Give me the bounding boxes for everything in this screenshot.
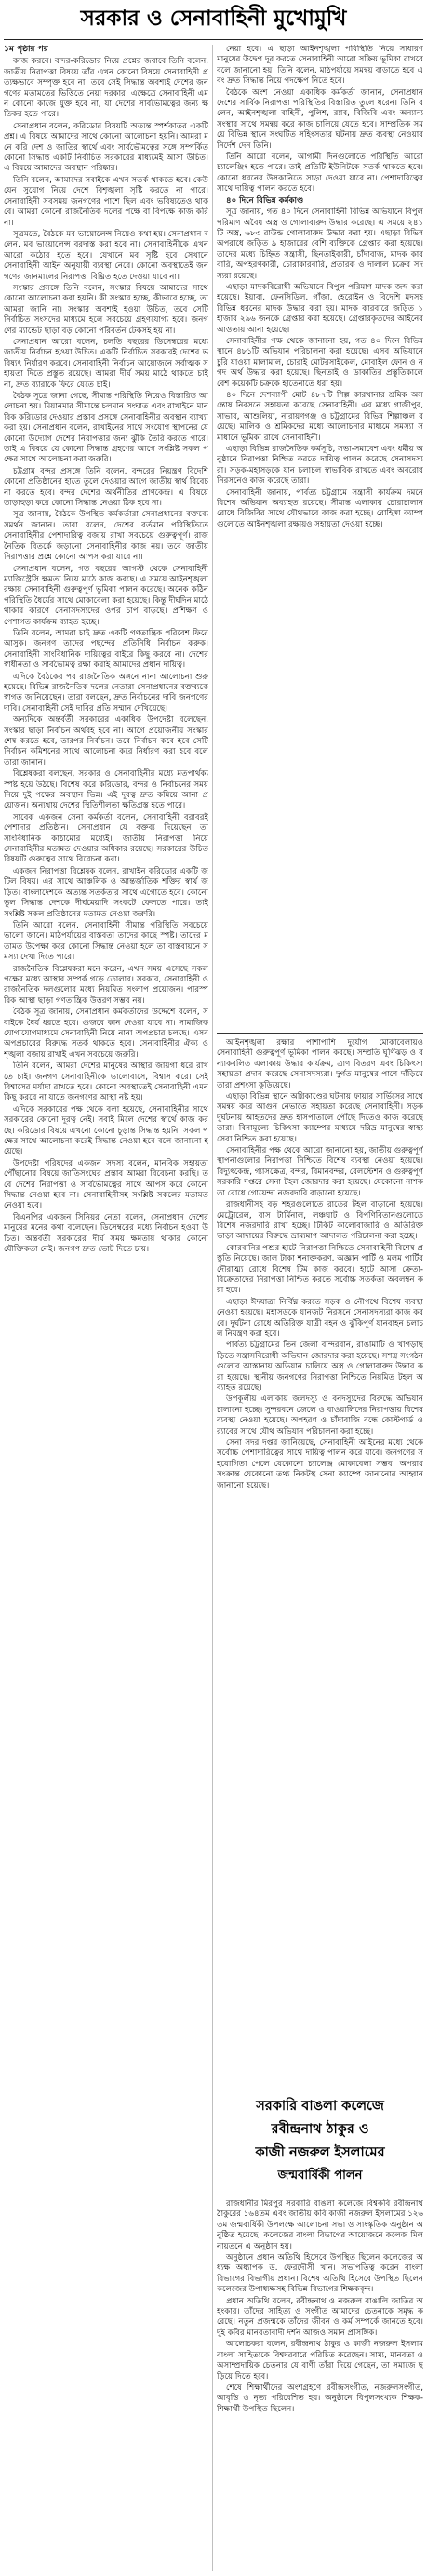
right-paragraph: সেনাবাহিনী জানায়, পার্বত্য চট্টগ্রামে সন্ত্রাসী কার্যক্রম দমনে বিশেষ অভিযান অব্যাহত রয়েছে। সীমান্ত এলাকায় চোরাচালান রোধে বিজিবির সাথে যৌথভাবে কাজ করা হচ্ছে। রোহিঙ্গা ক্যাম্পগুলোতে আইনশৃঙ্খলা রক্ষায়ও সহায়তা দেওয়া হচ্ছে। (217, 487, 423, 529)
left-paragraph: সাবেক একজন সেনা কর্মকর্তা বলেন, সেনাবাহিনী বরাবরই পেশাদার প্রতিষ্ঠান। সেনাপ্রধান যে বক্তব্য দিয়েছেন তা সাংবিধানিক কাঠামোর মধ্যেই। জাতীয় নিরাপত্তা নিয়ে সেনাবাহিনীর মতামত দেওয়ার অধিকার রয়েছে। সরকারের উচিত বিষয়টি গুরুত্বের সাথে বিবেচনা করা। (4, 812, 208, 865)
right-paragraph: পার্বত্য চট্টগ্রামের তিন জেলা বান্দরবান, রাঙামাটি ও খাগড়াছড়িতে সন্ত্রাসবিরোধী অভিযান জোরদার করা হয়েছে। সশস্ত্র সংগঠনগুলোর আস্তানায় অভিযান চালিয়ে অস্ত্র ও গোলাবারুদ উদ্ধার করা হয়েছে। স্থানীয় জনগণের নিরাপত্তা নিশ্চিতে নিয়মিত টহল অব্যাহত রয়েছে। (217, 1341, 423, 1393)
left-paragraph: উপদেষ্টা পরিষদের একজন সদস্য বলেন, মানবিক সহায়তা পৌঁছানোর বিষয়ে জাতিসংঘের প্রস্তাব আমরা বিবেচনা করছি। তবে দেশের নিরাপত্তা ও সার্বভৌমত্বের সাথে আপস করে কোনো সিদ্ধান্ত নেওয়া হবে না। সেনাবাহিনীসহ সংশ্লিষ্ট সকলের মতামত নেওয়া হবে। (4, 1158, 208, 1211)
continued-from-label: ১ম পৃষ্ঠার পর (4, 45, 48, 54)
left-paragraph: এদিকে বৈঠকের পর রাজনৈতিক অঙ্গনে নানা আলোচনা শুরু হয়েছে। বিভিন্ন রাজনৈতিক দলের নেতারা সেনাপ্রধানের বক্তব্যকে স্বাগত জানিয়েছেন। তারা বলছেন, দ্রুত নির্বাচনের দাবি জনগণের দাবি। সেনাবাহিনী সেই দাবির প্রতি সম্মান দেখিয়েছে। (4, 672, 208, 714)
section-rule (217, 1033, 423, 1034)
left-paragraph: একজন নিরাপত্তা বিশ্লেষক বলেন, রাখাইন করিডোর একটি জটিল বিষয়। এর সাথে আঞ্চলিক ও আন্তর্জাতিক শক্তির স্বার্থ জড়িত। বাংলাদেশকে অত্যন্ত সতর্কতার সাথে এগোতে হবে। কোনো ভুল সিদ্ধান্ত দেশকে দীর্ঘমেয়াদি সংকটে ফেলতে পারে। তাই সংশ্লিষ্ট সকল প্রতিষ্ঠানের মতামত নেওয়া জরুরি। (4, 866, 208, 919)
left-paragraph: তিনি বলেন, আমরা চাই দ্রুত একটি গণতান্ত্রিক পরিবেশ ফিরে আসুক। জনগণ তাদের পছন্দের প্রতিনিধি নির্বাচন করুক। সেনাবাহিনী সাংবিধানিক দায়িত্বের বাইরে কিছু করবে না। দেশের স্বাধীনতা ও সার্বভৌমত্ব রক্ষা করাই আমাদের প্রধান দায়িত্ব। (4, 628, 208, 671)
left-paragraph: সেনাপ্রধান আরো বলেন, চলতি বছরের ডিসেম্বরের মধ্যে জাতীয় নির্বাচন হওয়া উচিত। একটি নির্বাচিত সরকারই দেশের ভবিষ্যৎ নির্ধারণ করবে। সেনাবাহিনী নির্বাচন আয়োজনে সর্বাত্মক সহায়তা দিতে প্রস্তুত রয়েছে। আমরা দীর্ঘ সময় মাঠে থাকতে চাই না, দ্রুত ব্যারাকে ফিরে যেতে চাই। (4, 337, 208, 390)
story-paragraph: আলোচকরা বলেন, রবীন্দ্রনাথ ঠাকুর ও কাজী নজরুল ইসলাম বাংলা সাহিত্যকে বিশ্বদরবারে পরিচিত করেছেন। সাম্য, মানবতা ও অসাম্প্রদায়িক চেতনার যে বাণী তাঁরা দিয়ে গেছেন, তা সমাজে ছড়িয়ে দিতে হবে। (217, 2340, 423, 2382)
second-story-headline-line: সরকারি বাঙলা কলেজে (256, 2099, 384, 2114)
headline-rule (4, 39, 423, 40)
left-paragraph: সূত্র জানায়, বৈঠকে উপস্থিত কর্মকর্তারা সেনাপ্রধানের বক্তব্যে সমর্থন জানান। তারা বলেন, দেশের বর্তমান পরিস্থিতিতে সেনাবাহিনীর পেশাদারিত্ব বজায় রাখা সবচেয়ে গুরুত্বপূর্ণ। রাজনৈতিক বিতর্কে জড়ানো সেনাবাহিনীর কাজ নয়। তবে জাতীয় নিরাপত্তার প্রশ্নে কোনো আপস করা যাবে না। (4, 510, 208, 563)
right-paragraph: রাজধানীসহ বড় শহরগুলোতে রাতের টহল বাড়ানো হয়েছে। মেট্রোরেল, বাস টার্মিনাল, লঞ্চঘাট ও বিপণিবিতানগুলোতে বিশেষ নজরদারি রাখা হচ্ছে। টিকিট কালোবাজারি ও অতিরিক্ত ভাড়া আদায়ের বিরুদ্ধে ভ্রাম্যমাণ আদালত পরিচালনা করা হচ্ছে। (217, 1200, 423, 1242)
second-story-headline (217, 2095, 423, 2197)
left-paragraph: বৈঠক সূত্রে জানা গেছে, সীমান্ত পরিস্থিতি নিয়েও বিস্তারিত আলোচনা হয়। মিয়ানমার সীমান্তে চলমান সংঘাত এবং রাখাইনে মানবিক করিডোর দেওয়ার প্রস্তাব প্রসঙ্গে সেনাবাহিনীর অবস্থান ব্যাখ্যা করা হয়। সেনাপ্রধান বলেন, রাখাইনের সাথে সংযোগ স্থাপনের যে কোনো উদ্যোগ দেশের নিরাপত্তার জন্য ঝুঁকি তৈরি করতে পারে। তাই এ বিষয়ে যে কোনো সিদ্ধান্ত গ্রহণের আগে সংশ্লিষ্ট সকল পক্ষের সাথে আলোচনা করা জরুরি। (4, 392, 208, 465)
right-paragraph: সেনা সদর দপ্তর জানিয়েছে, সেনাবাহিনী আইনের মধ্যে থেকে সর্বোচ্চ পেশাদারিত্বের সাথে দায়িত্ব পালন করে যাবে। জনগণের সহযোগিতা পেলে যেকোনো চ্যালেঞ্জ মোকাবেলা সম্ভব। অপরাধ সংক্রান্ত যেকোনো তথ্য নিকটস্থ সেনা ক্যাম্পে জানানোর আহ্বান জানানো হয়েছে। (217, 1438, 423, 1490)
left-paragraph: রাজনৈতিক বিশ্লেষকরা মনে করেন, এখন সময় এসেছে সকল পক্ষের মধ্যে আস্থার সম্পর্ক গড়ে তোলার। সরকার, সেনাবাহিনী ও রাজনৈতিক দলগুলোর মধ্যে নিয়মিত সংলাপ প্রয়োজন। পারস্পরিক আস্থা ছাড়া গণতান্ত্রিক উত্তরণ সম্ভব নয়। (4, 964, 208, 1006)
right-paragraph: আইনশৃঙ্খলা রক্ষার পাশাপাশি দুর্যোগ মোকাবেলায়ও সেনাবাহিনী গুরুত্বপূর্ণ ভূমিকা পালন করছে। সম্প্রতি ঘূর্ণিঝড় ও বন্যাকবলিত এলাকায় উদ্ধার কার্যক্রম, ত্রাণ বিতরণ এবং চিকিৎসা সহায়তা প্রদান করেছে সেনাসদস্যরা। দুর্গত মানুষের পাশে দাঁড়িয়ে তারা প্রশংসা কুড়িয়েছে। (217, 1038, 423, 1090)
right-paragraph: কোরবানির পশুর হাটে নিরাপত্তা নিশ্চিতে সেনাবাহিনী বিশেষ প্রস্তুতি নিয়েছে। জাল টাকা শনাক্তকরণ, অজ্ঞান পার্টি ও মলম পার্টির দৌরাত্ম্য রোধে বিশেষ টিম কাজ করবে। হাটে আসা ক্রেতা-বিক্রেতাদের নিরাপত্তা নিশ্চিত করতে সর্বোচ্চ সতর্কতা অবলম্বন করা হবে। (217, 1243, 423, 1296)
left-paragraph: বিশ্লেষকরা বলছেন, সরকার ও সেনাবাহিনীর মধ্যে মতপার্থক্য স্পষ্ট হয়ে উঠছে। বিশেষ করে করিডোর, বন্দর ও নির্বাচনের সময় নিয়ে দুই পক্ষের অবস্থান ভিন্ন। এই দূরত্ব দ্রুত কমিয়ে আনা প্রয়োজন। অন্যথায় দেশের স্থিতিশীলতা ক্ষতিগ্রস্ত হতে পারে। (4, 769, 208, 811)
second-story-headline-line: কাজী নজরুল ইসলামের (255, 2145, 385, 2160)
story-paragraph: রাজধানীর মিরপুর সরকারি বাঙলা কলেজে বিশ্বকবি রবীন্দ্রনাথ ঠাকুরের ১৬৪তম এবং জাতীয় কবি কাজী নজরুল ইসলামের ১২৬তম জন্মবার্ষিকী উপলক্ষে আলোচনা সভা ও সাংস্কৃতিক অনুষ্ঠান অনুষ্ঠিত হয়েছে। কলেজের বাংলা বিভাগের আয়োজনে কলেজ মিলনায়তনে এ অনুষ্ঠান হয়। (217, 2199, 423, 2251)
right-paragraph: ৪০ দিনে দেশব্যাপী মোট ৪৮৭টি শিল্প কারখানার শ্রমিক অসন্তোষ নিরসনে সহায়তা করেছে সেনাবাহিনী। এর মধ্যে গাজীপুর, সাভার, আশুলিয়া, নারায়ণগঞ্জ ও চট্টগ্রামের বিভিন্ন শিল্পাঞ্চল রয়েছে। মালিক ও শ্রমিকদের মধ্যে আলোচনার মাধ্যমে সমস্যা সমাধানে ভূমিকা রাখে সেনাবাহিনী। (217, 391, 423, 443)
column-divider (212, 45, 213, 2571)
right-paragraph: এছাড়া বিভিন্ন রাজনৈতিক কর্মসূচি, সভা-সমাবেশ এবং ধর্মীয় অনুষ্ঠানে নিরাপত্তা নিশ্চিত করতে দায়িত্ব পালন করেছে সেনাসদস্যরা। সড়ক-মহাসড়কে যান চলাচল স্বাভাবিক রাখতে এবং অবরোধ নিরসনেও কাজ করেছে তারা। (217, 445, 423, 487)
left-paragraph: তিনি বলেন, আমাদের সবাইকে এখন সতর্ক থাকতে হবে। কেউ যেন সুযোগ নিয়ে দেশে বিশৃঙ্খলা সৃষ্টি করতে না পারে। সেনাবাহিনী সবসময় জনগণের পাশে ছিল এবং ভবিষ্যতেও থাকবে। আমরা কোনো রাজনৈতিক দলের পক্ষে বা বিপক্ষে কাজ করি না। (4, 175, 208, 228)
second-story-headline-line: জন্মবার্ষিকী পালন (277, 2169, 363, 2182)
left-paragraph: সেনাপ্রধান বলেন, করিডোর বিষয়টি অত্যন্ত স্পর্শকাতর একটি প্রশ্ন। এ বিষয়ে আমাদের সাথে কোনো আলোচনা হয়নি। আমরা মনে করি দেশ ও জাতির স্বার্থে এবং সার্বভৌমত্বের সঙ্গে সম্পর্কিত কোনো সিদ্ধান্ত একটি নির্বাচিত সরকারের মাধ্যমেই আসা উচিত। এ বিষয়ে আমাদের অবস্থান পরিষ্কার। (4, 121, 208, 174)
right-paragraph: সেনাবাহিনীর পক্ষ থেকে আরো জানানো হয়, জাতীয় গুরুত্বপূর্ণ স্থাপনাগুলোর নিরাপত্তা নিশ্চিতে বিশেষ ব্যবস্থা নেওয়া হয়েছে। বিদ্যুৎকেন্দ্র, গ্যাসক্ষেত্র, বন্দর, বিমানবন্দর, রেলস্টেশন ও গুরুত্বপূর্ণ সরকারি দপ্তরে সেনা টহল জোরদার করা হয়েছে। যেকোনো নাশকতা রোধে গোয়েন্দা নজরদারি বাড়ানো হয়েছে। (217, 1146, 423, 1198)
section-subhead: ৪০ দিনে বিভিন্ন কর্মকাণ্ড (226, 195, 304, 206)
right-paragraph: এছাড়া ঈদযাত্রা নির্বিঘ্ন করতে সড়ক ও নৌপথে বিশেষ ব্যবস্থা নেওয়া হয়েছে। মহাসড়কে যানজট নিরসনে সেনাসদস্যরা কাজ করবে। দুর্ঘটনা রোধে অতিরিক্ত যাত্রী বহন ও ঝুঁকিপূর্ণ যানবাহন চলাচল নিয়ন্ত্রণ করা হবে। (217, 1297, 423, 1339)
right-column-middle (217, 1038, 423, 2084)
right-paragraph: এছাড়া মাদকবিরোধী অভিযানে বিপুল পরিমাণ মাদক জব্দ করা হয়েছে। ইয়াবা, ফেনসিডিল, গাঁজা, হেরোইন ও বিদেশি মদসহ বিভিন্ন ধরনের মাদক উদ্ধার করা হয়। মাদক কারবারে জড়িত ১ হাজার ২৯৬ জনকে গ্রেপ্তার করা হয়েছে। গ্রেপ্তারকৃতদের আইনের আওতায় আনা হয়েছে। (217, 282, 423, 335)
left-paragraph: বৈঠক সূত্র জানায়, সেনাপ্রধান কর্মকর্তাদের উদ্দেশে বলেন, সবাইকে ধৈর্য ধরতে হবে। গুজবে কান দেওয়া যাবে না। সামাজিক যোগাযোগমাধ্যমে সেনাবাহিনী নিয়ে নানা অপপ্রচার চলছে। এসব অপপ্রচারের বিরুদ্ধে সতর্ক থাকতে হবে। সেনাবাহিনীর ঐক্য ও শৃঙ্খলা বজায় রাখাই এখন সবচেয়ে জরুরি। (4, 1008, 208, 1060)
right-paragraph: সেনাবাহিনীর পক্ষ থেকে জানানো হয়, গত ৪০ দিনে বিভিন্ন স্থানে ৪৮১টি অভিযান পরিচালনা করা হয়েছে। এসব অভিযানে চুরি যাওয়া মালামাল, চোরাই মোটরসাইকেল, মোবাইল ফোন ও নগদ অর্থ উদ্ধার করা হয়েছে। ছিনতাই ও ডাকাতির প্রস্তুতিকালে বেশ কয়েকটি চক্রকে হাতেনাতে ধরা হয়। (217, 336, 423, 389)
left-paragraph: সংস্কার প্রসঙ্গে তিনি বলেন, সংস্কার বিষয়ে আমাদের সাথে কোনো আলোচনা করা হয়নি। কী সংস্কার হচ্ছে, কীভাবে হচ্ছে, তা আমরা জানি না। সংস্কার অবশ্যই হওয়া উচিত, তবে সেটি নির্বাচিত সংসদের মাধ্যমে হলে সবচেয়ে গ্রহণযোগ্য হবে। জনগণের ম্যান্ডেট ছাড়া বড় কোনো পরিবর্তন টেকসই হয় না। (4, 283, 208, 336)
right-paragraph: উপকূলীয় এলাকায় জলদস্যু ও বনদস্যুদের বিরুদ্ধে অভিযান চালানো হচ্ছে। সুন্দরবনে জেলে ও বাওয়ালিদের নিরাপত্তায় বিশেষ ব্যবস্থা নেওয়া হয়েছে। অপহরণ ও চাঁদাবাজি বন্ধে কোস্টগার্ড ও র‍্যাবের সাথে যৌথ অভিযান পরিচালনা করা হচ্ছে। (217, 1395, 423, 1436)
right-paragraph: নেয়া হবে। এ ছাড়া আইনশৃঙ্খলা পরিস্থিতি নিয়ে সাধারণ মানুষের উদ্বেগ দূর করতে সেনাবাহিনী আরো সক্রিয় ভূমিকা রাখবে বলে জানানো হয়। তিনি বলেন, মাঠপর্যায়ে সমন্বয় বাড়াতে হবে এবং দ্রুত সিদ্ধান্ত নিয়ে পদক্ষেপ নিতে হবে। (217, 45, 423, 87)
left-paragraph: চট্টগ্রাম বন্দর প্রসঙ্গে তিনি বলেন, বন্দরের নিয়ন্ত্রণ বিদেশি কোনো প্রতিষ্ঠানের হাতে তুলে দেওয়ার আগে জাতীয় স্বার্থ বিবেচনা করতে হবে। বন্দর দেশের অর্থনীতির প্রাণকেন্দ্র। এ বিষয়ে তাড়াহুড়া করে কোনো সিদ্ধান্ত নেওয়া ঠিক হবে না। (4, 466, 208, 509)
left-paragraph: কাজ করবে। বন্দর-করিডোর নিয়ে প্রশ্নের জবাবে তিনি বলেন, জাতীয় নিরাপত্তা বিষয়ে তাঁর এখন কোনো বিষয়ে সেনাবাহিনী প্রত্যক্ষভাবে সম্পৃক্ত হবে না। তবে সেই সিদ্ধান্ত অবশ্যই দেশের জনগণের মতামতের ভিত্তিতে নেয়া দরকার। এক্ষেত্রে সেনাবাহিনী এমন কোনো কাজে যুক্ত হবে না, যা দেশের সার্বভৌমত্বের জন্য ক্ষতিকর হতে পারে। (4, 57, 208, 120)
left-paragraph: সূত্রমতে, বৈঠকে মব ভায়োলেন্স নিয়েও কথা হয়। সেনাপ্রধান বলেন, মব ভায়োলেন্স বরদাস্ত করা হবে না। সেনাবাহিনীকে এখন আরো কঠোর হতে হবে। যেখানে মব সৃষ্টি হবে সেখানে সেনাবাহিনী আইন অনুযায়ী ব্যবস্থা নেবে। কোনো অবস্থাতেই জনগণের জানমালের নিরাপত্তা বিঘ্নিত হতে দেওয়া যাবে না। (4, 229, 208, 282)
story-paragraph: অনুষ্ঠানে প্রধান অতিথি হিসেবে উপস্থিত ছিলেন কলেজের অধ্যক্ষ অধ্যাপক ড. ফেরদৌসী খান। সভাপতিত্ব করেন বাংলা বিভাগের বিভাগীয় প্রধান। বিশেষ অতিথি হিসেবে উপস্থিত ছিলেন কলেজের উপাধ্যক্ষসহ বিভিন্ন বিভাগের শিক্ষকবৃন্দ। (217, 2253, 423, 2295)
left-paragraph: বিএনপির একজন সিনিয়র নেতা বলেন, সেনাপ্রধান দেশের মানুষের মনের কথা বলেছেন। ডিসেম্বরের মধ্যে নির্বাচন হওয়া উচিত। অন্তর্বর্তী সরকারের দীর্ঘ সময় ক্ষমতায় থাকার কোনো যৌক্তিকতা নেই। জনগণ দ্রুত ভোট দিতে চায়। (4, 1212, 208, 1255)
right-paragraph: সূত্র জানায়, গত ৪০ দিনে সেনাবাহিনী বিভিন্ন অভিযানে বিপুল পরিমাণ অবৈধ অস্ত্র ও গোলাবারুদ উদ্ধার করেছে। এ সময়ে ২৪১টি অস্ত্র, ৬৮৩ রাউন্ড গোলাবারুদ উদ্ধার করা হয়। এছাড়া বিভিন্ন অপরাধে জড়িত ৯ হাজারের বেশি ব্যক্তিকে গ্রেপ্তার করা হয়েছে। তাদের মধ্যে চিহ্নিত সন্ত্রাসী, ছিনতাইকারী, চাঁদাবাজ, মাদক কারবারি, অপহরণকারী, চোরাকারবারি, প্রতারক ও দালাল চক্রের সদস্যরা রয়েছে। (217, 207, 423, 281)
left-column (4, 45, 208, 2571)
story-paragraph: প্রধান অতিথি বলেন, রবীন্দ্রনাথ ও নজরুল বাঙালি জাতির অহংকার। তাঁদের সাহিত্য ও সংগীত আমাদের চেতনাকে সমৃদ্ধ করেছে। নতুন প্রজন্মকে তাঁদের জীবন ও কর্ম সম্পর্কে জানতে হবে। দুই কবির মানবতাবাদী দর্শন আজও সমান প্রাসঙ্গিক। (217, 2296, 423, 2338)
right-column-top (217, 45, 423, 1029)
left-paragraph: অন্যদিকে অন্তর্বর্তী সরকারের একাধিক উপদেষ্টা বলেছেন, সংস্কার ছাড়া নির্বাচন অর্থবহ হবে না। আগে প্রয়োজনীয় সংস্কার শেষ করতে হবে, তারপর নির্বাচন। তবে নির্বাচন কবে হবে সেটি নির্বাচন কমিশনের সাথে আলোচনা করে নির্ধারণ করা হবে বলে তারা জানান। (4, 715, 208, 767)
story-paragraph: শেষে শিক্ষার্থীদের অংশগ্রহণে রবীন্দ্রসংগীত, নজরুলসংগীত, আবৃত্তি ও নৃত্য পরিবেশিত হয়। অনুষ্ঠানে বিপুলসংখ্যক শিক্ষক-শিক্ষার্থী উপস্থিত ছিলেন। (217, 2382, 423, 2414)
left-paragraph: এদিকে সরকারের পক্ষ থেকে বলা হয়েছে, সেনাবাহিনীর সাথে সরকারের কোনো দূরত্ব নেই। সবাই মিলে দেশের স্বার্থে কাজ করছে। করিডোর বিষয়ে এখনো কোনো চূড়ান্ত সিদ্ধান্ত হয়নি। সকল পক্ষের সাথে আলোচনা করেই সিদ্ধান্ত নেওয়া হবে বলে জানানো হয়েছে। (4, 1104, 208, 1157)
left-paragraph: তিনি বলেন, আমরা দেশের মানুষের আস্থার জায়গা ধরে রাখতে চাই। জনগণ সেনাবাহিনীকে ভালোবাসে, বিশ্বাস করে। সেই বিশ্বাসের মর্যাদা রাখতে হবে। কোনো অবস্থাতেই সেনাবাহিনী এমন কিছু করবে না যাতে জনগণের আস্থা নষ্ট হয়। (4, 1061, 208, 1103)
left-paragraph: তিনি আরো বলেন, সেনাবাহিনী সীমান্ত পরিস্থিতি সবচেয়ে ভালো জানে। মাঠপর্যায়ের বাস্তবতা তাদের কাছে স্পষ্ট। তাদের মতামত উপেক্ষা করে কোনো সিদ্ধান্ত নেওয়া হলে তা বাস্তবায়নে সমস্যা দেখা দিতে পারে। (4, 920, 208, 963)
second-story-headline-line: রবীন্দ্রনাথ ঠাকুর ও (271, 2122, 369, 2137)
page-headline: সরকার ও সেনাবাহিনী মুখোমুখি (80, 7, 347, 31)
left-paragraph: সেনাপ্রধান বলেন, গত বছরের আগস্ট থেকে সেনাবাহিনী ম্যাজিস্ট্রেসি ক্ষমতা নিয়ে মাঠে কাজ করছে। এ সময়ে আইনশৃঙ্খলা রক্ষায় সেনাবাহিনী গুরুত্বপূর্ণ ভূমিকা পালন করেছে। অনেক কঠিন পরিস্থিতি ধৈর্যের সাথে মোকাবেলা করা হয়েছে। কিন্তু দীর্ঘদিন মাঠে থাকার কারণে সেনাসদস্যদের ওপর চাপ বাড়ছে। প্রশিক্ষণ ও পেশাগত কার্যক্রম ব্যাহত হচ্ছে। (4, 564, 208, 627)
second-story-body (217, 2199, 423, 2571)
right-paragraph: তিনি আরো বলেন, আগামী দিনগুলোতে পরিস্থিতি আরো চ্যালেঞ্জিং হতে পারে। তাই প্রতিটি ইউনিটকে সতর্ক থাকতে হবে। কোনো ধরনের উসকানিতে সাড়া দেওয়া যাবে না। পেশাদারিত্বের সাথে দায়িত্ব পালন করতে হবে। (217, 153, 423, 194)
right-paragraph: বৈঠকে অংশ নেওয়া একাধিক কর্মকর্তা জানান, সেনাপ্রধান দেশের সার্বিক নিরাপত্তা পরিস্থিতির বিস্তারিত তুলে ধরেন। তিনি বলেন, আইনশৃঙ্খলা বাহিনী, পুলিশ, র‍্যাব, বিজিবি এবং অন্যান্য সংস্থার সাথে সমন্বয় করে কাজ চালিয়ে যেতে হবে। সাম্প্রতিক সময়ে বিভিন্ন স্থানে সংঘটিত সহিংসতার ঘটনায় দ্রুত ব্যবস্থা নেওয়ার নির্দেশ দেন তিনি। (217, 87, 423, 151)
right-paragraph: এছাড়া বিভিন্ন স্থানে অগ্নিকাণ্ডের ঘটনায় ফায়ার সার্ভিসের সাথে সমন্বয় করে আগুন নেভাতে সহায়তা করেছে সেনাবাহিনী। সড়ক দুর্ঘটনায় আহতদের দ্রুত হাসপাতালে পৌঁছে দিতেও কাজ করেছে তারা। বিনামূল্যে চিকিৎসা ক্যাম্পের মাধ্যমে দরিদ্র মানুষের স্বাস্থ্যসেবা নিশ্চিত করা হয়েছে। (217, 1092, 423, 1144)
